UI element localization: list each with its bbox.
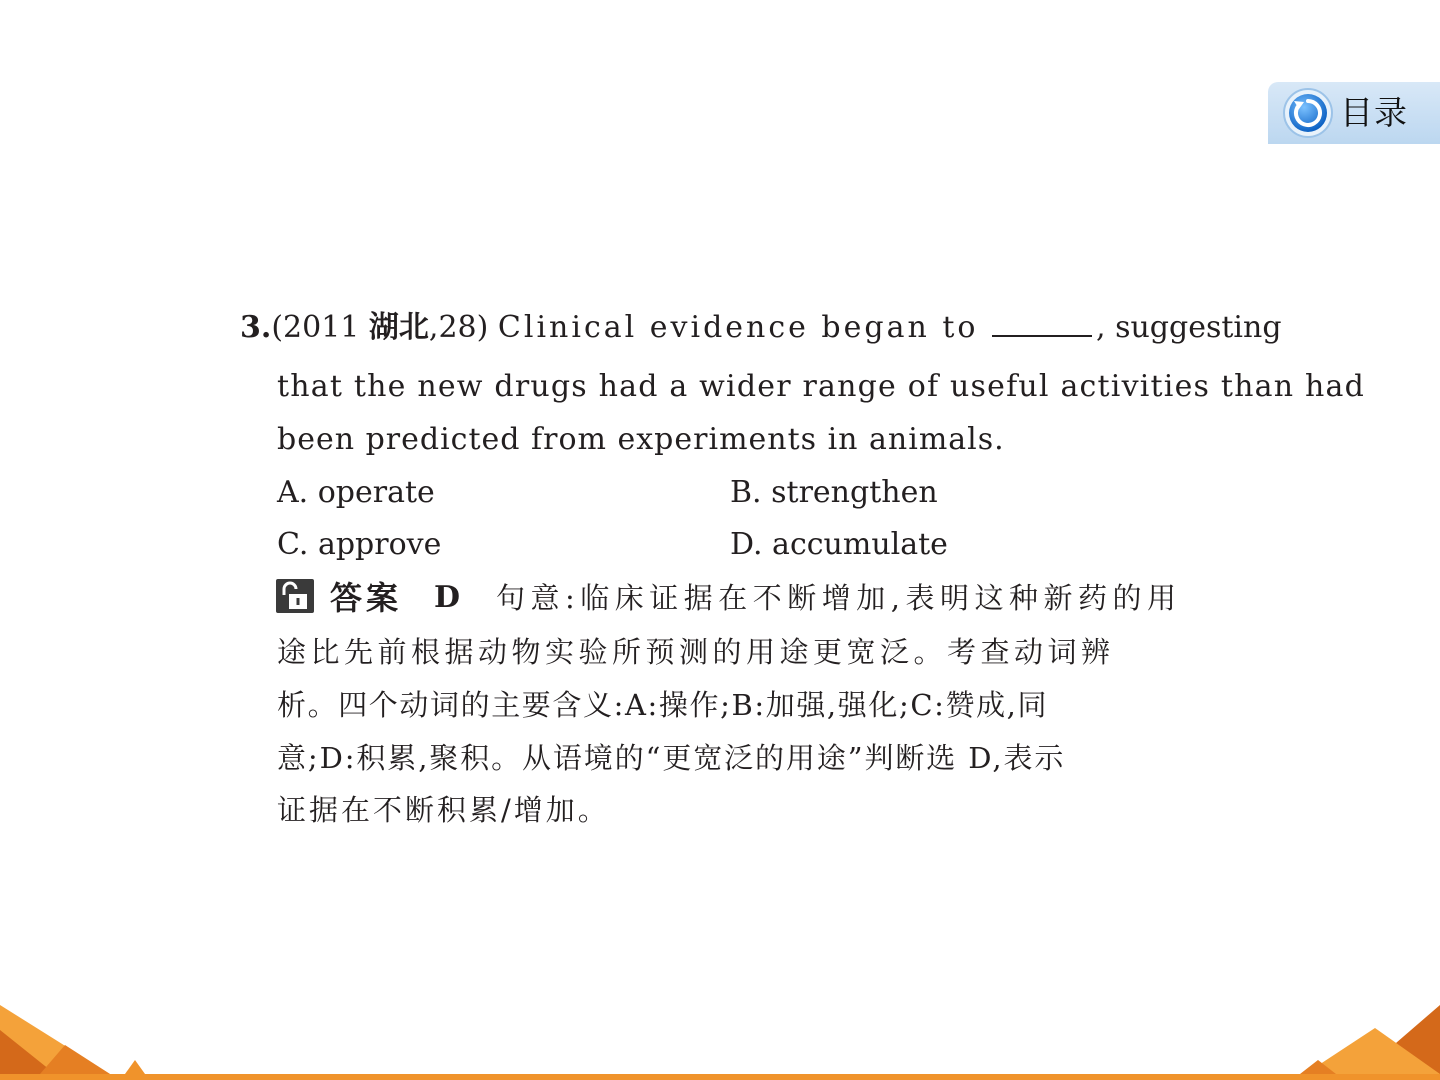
question-line1-text: Clinical evidence began to — [497, 310, 979, 345]
answer-label: 答案 — [330, 579, 403, 617]
question-line-2: that the new drugs had a wider range of useful activities than had — [277, 369, 1366, 404]
option-a: A. operate — [277, 475, 435, 510]
question-line-3: been predicted from experiments in animals. — [277, 422, 1005, 457]
question-number: 3. — [240, 310, 272, 345]
answer-explanation-line-3: 析。四个动词的主要含义:A:操作;B:加强,强化;C:赞成,同 — [277, 688, 1049, 722]
answer-explanation-line-5: 证据在不断积累/增加。 — [277, 793, 610, 827]
answer-explanation-line-1: 句意:临床证据在不断增加,表明这种新药的用 — [496, 581, 1182, 615]
option-b: B. strengthen — [730, 475, 938, 510]
answer-blank — [992, 309, 1092, 337]
answer-letter: D — [434, 580, 461, 615]
option-d: D. accumulate — [730, 527, 948, 562]
question-line-1 — [240, 308, 1282, 348]
question-source-close: ,28) — [428, 310, 489, 345]
toc-label: 目录 — [1340, 93, 1408, 132]
answer-explanation-line-2: 途比先前根据动物实验所预测的用途更宽泛。考查动词辨 — [277, 635, 1115, 669]
refresh-circle-icon — [1282, 87, 1334, 139]
question-source-region: 湖北 — [368, 310, 429, 345]
toc-button[interactable] — [1268, 82, 1440, 144]
bottom-decoration — [0, 990, 1440, 1080]
option-c: C. approve — [277, 527, 442, 562]
question-source-open: (2011 — [271, 310, 369, 345]
question-line1-after: , suggesting — [1096, 310, 1282, 345]
unlocked-padlock-icon — [275, 578, 315, 614]
answer-explanation-line-4: 意;D:积累,聚积。从语境的“更宽泛的用途”判断选 D,表示 — [277, 741, 1066, 775]
